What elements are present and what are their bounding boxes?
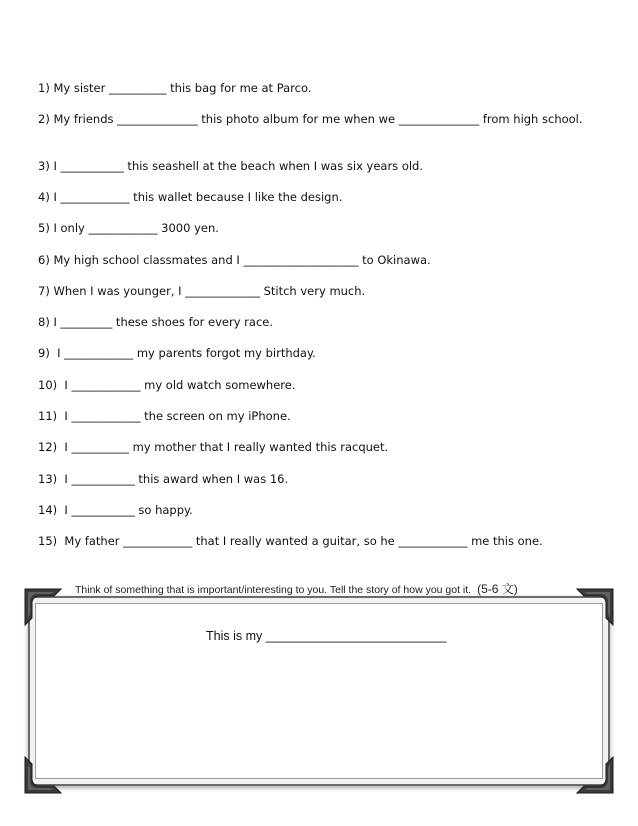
answer-blank[interactable]: ____________________ <box>243 253 359 267</box>
question-9 <box>38 345 586 362</box>
question-number: 10) <box>38 378 58 392</box>
question-text: I <box>53 315 61 329</box>
question-3 <box>38 158 586 175</box>
sentence-count: (5-6 文) <box>477 582 518 596</box>
question-6 <box>38 252 586 269</box>
question-text: I <box>60 472 72 486</box>
this-is-my-label: This is my <box>206 629 266 643</box>
question-text: 3000 yen. <box>157 221 219 235</box>
question-text: I <box>60 378 72 392</box>
question-text: my parents forgot my birthday. <box>133 346 316 360</box>
answer-blank[interactable]: ______________ <box>398 112 480 126</box>
question-2 <box>38 111 586 128</box>
question-text: I <box>53 346 65 360</box>
question-text: I <box>60 409 72 423</box>
object-name-blank[interactable]: __________________________ <box>265 629 447 643</box>
question-12 <box>38 439 586 456</box>
answer-blank[interactable]: __________ <box>109 81 167 95</box>
answer-blank[interactable]: ___________ <box>60 159 124 173</box>
question-text: I <box>60 440 72 454</box>
question-text: this wallet because I like the design. <box>129 190 343 204</box>
question-text: me this one. <box>467 534 543 548</box>
question-number: 8) <box>38 315 50 329</box>
frame-corner-top-left-icon <box>24 588 62 626</box>
question-number: 1) <box>38 81 50 95</box>
question-text: this photo album for me when we <box>197 112 399 126</box>
answer-blank[interactable]: ____________ <box>60 190 130 204</box>
answer-blank[interactable]: ____________ <box>71 409 141 423</box>
answer-blank[interactable]: ____________ <box>71 378 141 392</box>
question-15 <box>38 533 586 550</box>
question-text: Stitch very much. <box>259 284 366 298</box>
answer-blank[interactable]: ____________ <box>398 534 468 548</box>
frame-corner-top-right-icon <box>576 588 614 626</box>
question-10 <box>38 377 586 394</box>
question-1 <box>38 80 586 97</box>
question-text: my mother that I really wanted this racquet. <box>128 440 389 454</box>
question-text: My father <box>60 534 124 548</box>
question-number: 2) <box>38 112 50 126</box>
question-7 <box>38 283 586 300</box>
answer-blank[interactable]: _____________ <box>185 284 260 298</box>
question-text: this seashell at the beach when I was six years old. <box>123 159 424 173</box>
question-number: 7) <box>38 284 50 298</box>
question-13 <box>38 471 586 488</box>
question-14 <box>38 502 586 519</box>
answer-blank[interactable]: ____________ <box>64 346 134 360</box>
question-text: from high school. <box>482 112 583 126</box>
question-number: 9) <box>38 346 50 360</box>
question-number: 14) <box>38 503 58 517</box>
question-number: 13) <box>38 472 58 486</box>
question-text: My friends <box>53 112 118 126</box>
answer-blank[interactable]: __________ <box>71 440 129 454</box>
answer-blank[interactable]: ____________ <box>88 221 158 235</box>
question-text: these shoes for every race. <box>112 315 274 329</box>
question-4 <box>38 189 586 206</box>
question-text: to Okinawa. <box>358 253 431 267</box>
question-text: When I was younger, I <box>53 284 186 298</box>
question-text: I <box>53 190 61 204</box>
question-number: 5) <box>38 221 50 235</box>
answer-blank[interactable]: ____________ <box>123 534 193 548</box>
question-text: My sister <box>53 81 109 95</box>
question-text: My high school classmates and I <box>53 253 244 267</box>
this-is-my-line <box>206 629 446 643</box>
question-number: 15) <box>38 534 58 548</box>
answer-blank[interactable]: ______________ <box>117 112 198 126</box>
instruction-text: Think of something that is important/interesting to you. Tell the story of how you got it. <box>75 584 472 596</box>
question-text: I <box>53 159 61 173</box>
answer-blank[interactable]: ___________ <box>71 503 135 517</box>
question-text: this award when I was 16. <box>134 472 289 486</box>
question-text: I <box>60 503 72 517</box>
question-text: this bag for me at Parco. <box>166 81 312 95</box>
question-text: that I really wanted a guitar, so he <box>192 534 399 548</box>
question-5 <box>38 220 586 237</box>
question-number: 11) <box>38 409 58 423</box>
frame-corner-bottom-left-icon <box>24 756 62 794</box>
question-number: 3) <box>38 159 50 173</box>
writing-instruction <box>75 580 518 597</box>
question-text: the screen on my iPhone. <box>140 409 291 423</box>
frame-corner-bottom-right-icon <box>576 756 614 794</box>
writing-box[interactable] <box>28 596 610 786</box>
question-number: 12) <box>38 440 58 454</box>
question-8 <box>38 314 586 331</box>
question-number: 4) <box>38 190 50 204</box>
question-11 <box>38 408 586 425</box>
answer-blank[interactable]: _________ <box>60 315 113 329</box>
question-text: I only <box>53 221 89 235</box>
question-text: my old watch somewhere. <box>140 378 296 392</box>
question-text: so happy. <box>134 503 193 517</box>
answer-blank[interactable]: ___________ <box>71 472 135 486</box>
question-number: 6) <box>38 253 50 267</box>
